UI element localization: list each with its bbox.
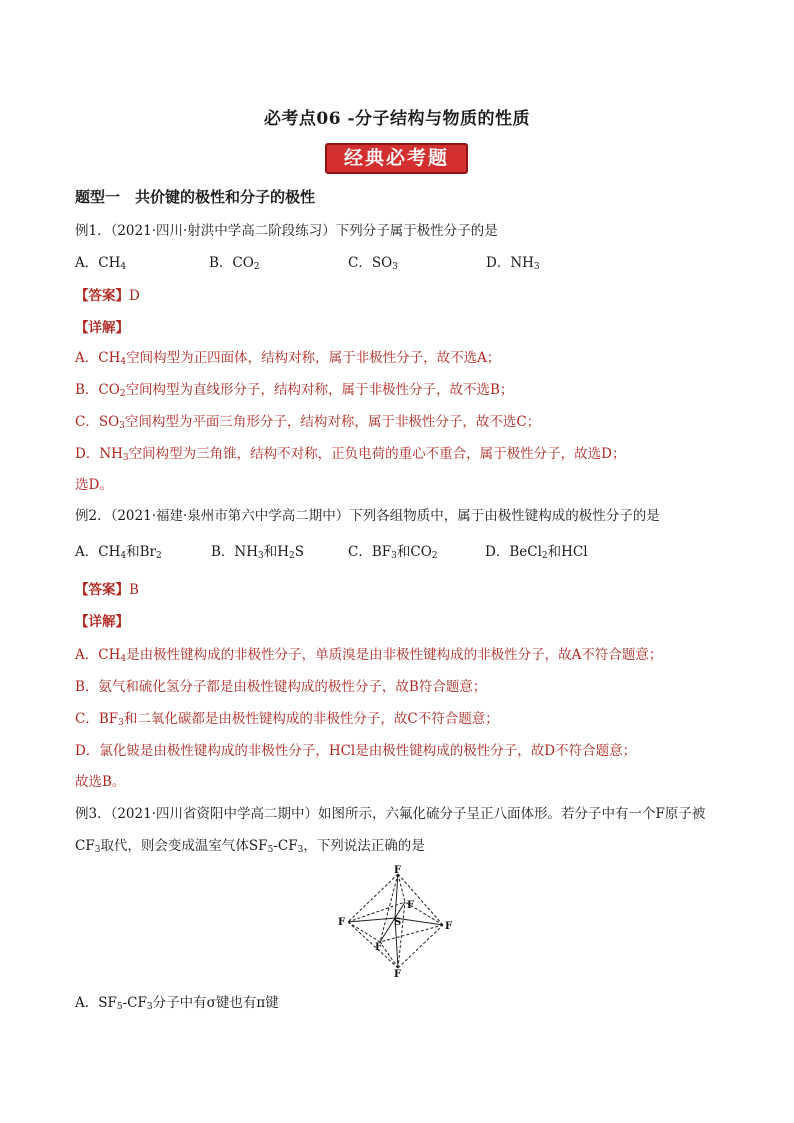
sulfur-atom-label: S xyxy=(394,917,402,928)
page-title: 必考点06 -分子结构与物质的性质 xyxy=(263,109,531,129)
q1-conclusion: 选D。 xyxy=(75,477,113,493)
q2-option-c: C．$BF_3$和$CO_2$ xyxy=(348,544,438,561)
q2-detail-a: A．$CH_4$是由极性键构成的非极性分子，单质溴是由非极性键构成的非极性分子，故A不符合题意； xyxy=(75,647,663,664)
q1-detail-c: C．$SO_3$空间构型为平面三角形分子，结构对称，属于非极性分子，故不选C； xyxy=(75,414,541,431)
q2-conclusion: 故选B。 xyxy=(75,774,126,790)
q1-option-b: B．$CO_2$ xyxy=(209,255,260,272)
fluorine-atom-label: F xyxy=(394,969,402,980)
q1-detail-d: D．$NH_3$空间构型为三角锥，结构不对称，正负电荷的重心不重合，属于极性分子，故选D； xyxy=(75,446,626,463)
q2-detail-c: C．$BF_3$和二氧化碳都是由极性键构成的非极性分子，故C不符合题意； xyxy=(75,711,499,728)
q2-stem: 例2．（2021·福建·泉州市第六中学高二期中）下列各组物质中，属于由极性键构成的极性分子的是 xyxy=(75,508,660,524)
fluorine-atom-label: F xyxy=(375,942,383,953)
q3-stem-line1: 例3．（2021·四川省资阳中学高二期中）如图所示，六氟化硫分子呈正八面体形。若分子中有一个F原子被 xyxy=(75,806,706,822)
q1-detail-a: A．$CH_4$空间构型为正四面体，结构对称，属于非极性分子，故不选A； xyxy=(75,350,501,367)
q1-answer: 【答案】D xyxy=(75,288,140,304)
q1-option-d: D．$NH_3$ xyxy=(486,255,540,272)
q1-stem: 例1．（2021·四川·射洪中学高二阶段练习）下列分子属于极性分子的是 xyxy=(75,223,498,239)
q1-option-a: A．$CH_4$ xyxy=(75,255,127,272)
q2-detail-b: B．氨气和硫化氢分子都是由极性键构成的极性分子，故B符合题意； xyxy=(75,679,487,695)
q3-option-a: A．$SF_5-CF_3$分子中有σ键也有π键 xyxy=(75,995,279,1012)
q1-detail-heading: 【详解】 xyxy=(75,320,129,336)
q2-option-a: A．$CH_4$和$Br_2$ xyxy=(75,544,162,561)
classic-questions-banner: 经典必考题 xyxy=(325,143,468,174)
q2-option-b: B．$NH_3$和$H_2S$ xyxy=(211,544,305,561)
fluorine-atom-label: F xyxy=(394,865,402,876)
fluorine-atom-label: F xyxy=(338,917,346,928)
q1-detail-b: B．$CO_2$空间构型为直线形分子，结构对称，属于非极性分子，故不选B； xyxy=(75,382,514,399)
q2-detail-heading: 【详解】 xyxy=(75,614,129,630)
sf6-octahedron-figure xyxy=(335,862,460,980)
section-heading: 题型一 共价键的极性和分子的极性 xyxy=(75,188,316,206)
q3-stem-line2: $CF_3$取代，则会变成温室气体$SF_5-CF_3$，下列说法正确的是 xyxy=(75,838,425,855)
q1-option-c: C．$SO_3$ xyxy=(348,255,398,272)
fluorine-atom-label: F xyxy=(445,921,453,932)
q2-option-d: D．BeCl$_2$和HCl xyxy=(485,544,588,561)
q2-detail-d: D．氯化铍是由极性键构成的非极性分子，HCl是由极性键构成的极性分子，故D不符合题意； xyxy=(75,743,637,759)
fluorine-atom-label: F xyxy=(407,900,415,911)
q2-answer: 【答案】B xyxy=(75,582,139,598)
